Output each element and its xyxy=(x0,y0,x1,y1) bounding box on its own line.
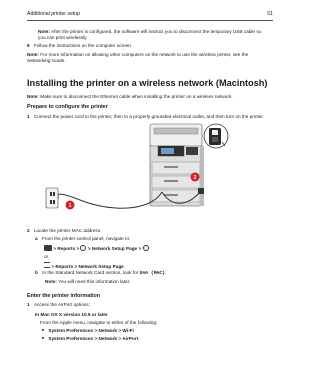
note-text: You will need this information later. xyxy=(58,279,131,284)
power-connector xyxy=(198,188,204,194)
menu-button-icon xyxy=(44,245,52,251)
page-number: 51 xyxy=(267,11,273,17)
ok-button-icon xyxy=(80,245,86,251)
printer-graphic xyxy=(150,124,204,206)
callout-1-label: 1 xyxy=(68,203,72,209)
menu-icon xyxy=(44,262,50,268)
nav-path-1: > Reports > > Network Setup Page > xyxy=(44,245,149,252)
power-switch-inset xyxy=(204,124,228,148)
path-separator: > xyxy=(53,246,57,251)
note-label: Note: xyxy=(45,279,57,284)
note-label: Note: xyxy=(27,94,39,99)
substep-text: In the Standard Network Card section, look for xyxy=(42,270,139,275)
note-label: Note: xyxy=(27,52,39,57)
path-separator: > xyxy=(118,328,122,333)
path-reports: Reports xyxy=(57,246,76,251)
nav-bullet-wifi xyxy=(42,328,134,334)
step-text: Access the AirPort options: xyxy=(33,302,90,307)
or-text: or xyxy=(44,254,49,259)
note-text: For more information on allowing other computers on the network to use the wireless printer, see the xyxy=(40,52,249,57)
substep-text: From the printer control panel, navigate to: xyxy=(41,236,131,241)
substep-label: b xyxy=(35,270,38,275)
callout-2 xyxy=(191,173,200,182)
enter-step-1 xyxy=(27,302,90,308)
step-8 xyxy=(27,43,132,49)
substep-text-end: . xyxy=(164,270,167,275)
step-2a xyxy=(35,236,130,242)
enter-heading: Enter the printer information xyxy=(27,293,101,299)
nav-path-2 xyxy=(44,262,124,270)
ok-button-icon xyxy=(143,245,149,251)
callout-2-label: 2 xyxy=(193,175,197,181)
note-after-config-line2 xyxy=(38,35,87,41)
path-network: Network xyxy=(98,328,118,333)
step-number: 1 xyxy=(27,114,30,119)
step-text: Locate the printer MAC address. xyxy=(33,228,102,233)
path-wifi: Wi-Fi xyxy=(122,328,134,333)
path-separator: > xyxy=(118,336,122,341)
path-separator: > xyxy=(87,246,91,251)
path-system-preferences: System Preferences xyxy=(48,328,94,333)
note-text: Make sure to disconnect the Ethernet cable when installing the printer on a wireless network. xyxy=(40,94,233,99)
page-header xyxy=(27,10,273,21)
path-system-preferences: System Preferences xyxy=(48,336,94,341)
step-number: 8 xyxy=(27,43,30,48)
bullet-icon xyxy=(42,337,44,339)
path-network: Network xyxy=(98,336,118,341)
note-text-line2: Networking Guide. xyxy=(27,58,66,63)
step-text: Follow the instructions on the computer screen. xyxy=(33,43,133,48)
mac-code: UAA (MAC) xyxy=(139,271,165,276)
note-label: Note: xyxy=(38,29,50,34)
note-ethernet xyxy=(27,94,233,100)
path-network-setup: Network Setup Page xyxy=(91,246,138,251)
path-separator: > xyxy=(74,264,78,269)
step-2b xyxy=(35,270,166,277)
path-separator: > xyxy=(94,328,98,333)
os-version-heading: In Mac OS X version 10.5 or later xyxy=(35,312,108,317)
wall-outlet xyxy=(46,188,58,208)
prepare-step-1 xyxy=(27,114,264,120)
networking-guide-ref xyxy=(27,58,66,64)
step-2b-note xyxy=(45,279,130,285)
prepare-heading: Prepare to configure the printer xyxy=(27,104,108,110)
path-separator: > xyxy=(94,336,98,341)
printer-illustration xyxy=(40,122,240,222)
callout-1 xyxy=(66,201,75,210)
step-text: Connect the power cord to the printer, then to a properly grounded electrical outlet, and then turn on the printer. xyxy=(33,114,265,119)
step-2 xyxy=(27,228,101,234)
note-text: After the printer is configured, the software will instruct you to disconnect the temporary USB cable so xyxy=(51,29,262,34)
substep-label: a xyxy=(35,236,38,241)
path-separator: > xyxy=(76,246,80,251)
nav-bullet-airport xyxy=(42,336,138,342)
path-reports: Reports xyxy=(55,264,74,269)
step-number: 1 xyxy=(27,302,30,307)
os-instructions: From the Apple menu, navigate to either of the following: xyxy=(40,320,158,325)
path-airport: AirPort xyxy=(122,336,139,341)
step-number: 2 xyxy=(27,228,30,233)
section-title: Installing the printer on a wireless network (Macintosh) xyxy=(27,78,268,88)
header-title: Additional printer setup xyxy=(27,11,81,17)
bullet-icon xyxy=(42,329,44,331)
path-network-setup: Network Setup Page xyxy=(78,264,124,269)
path-separator: > xyxy=(51,264,55,269)
note-text-line2: you can print wirelessly. xyxy=(38,35,88,40)
